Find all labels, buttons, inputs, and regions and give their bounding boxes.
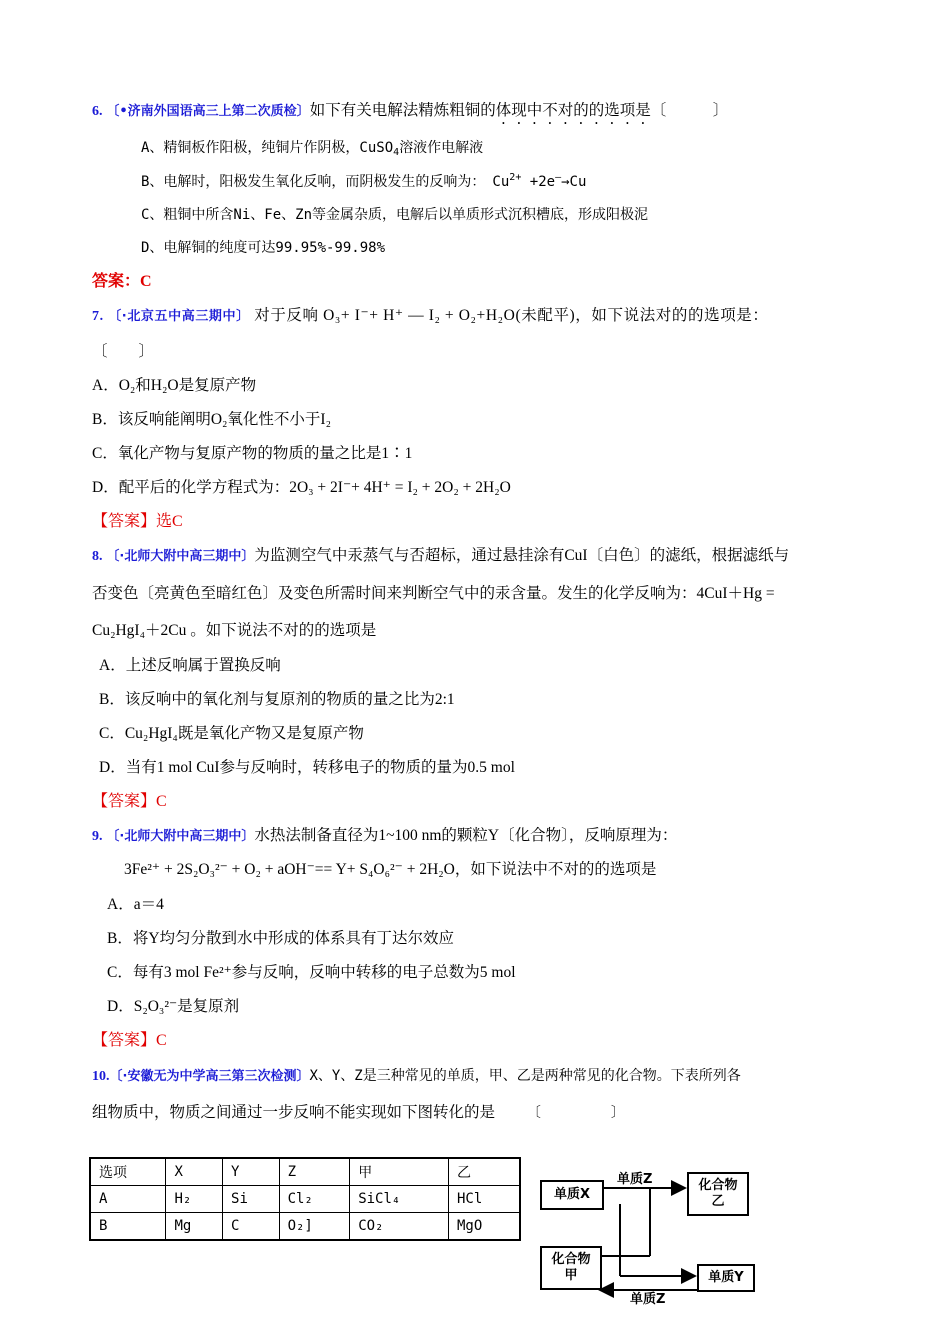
table-header-row [90, 1158, 520, 1186]
q8-option-c: C．Cu₂HgI₄既是氧化产物又是复原产物 [99, 725, 364, 742]
q6-option-a-text: A、精铜板作阳极，纯铜片作阴极，CuSO [141, 140, 394, 156]
q6-option-a-post: 溶液作电解液 [399, 140, 484, 156]
q7-answer [92, 512, 183, 532]
q6-option-a-sub: 4 [393, 147, 400, 158]
q10-options-table [89, 1157, 521, 1241]
q8-answer-value: C [156, 793, 167, 810]
q6-answer: 答案：C [92, 273, 152, 290]
q6-option-d: D、电解铜的纯度可达99.95%-99.98% [141, 240, 386, 256]
q9-answer [92, 1031, 167, 1051]
q6-option-b-post: +2e [521, 174, 556, 190]
q6-option-b-end: →Cu [561, 174, 587, 190]
q8-stem-line1 [92, 546, 789, 567]
q7-paren: 〔 〕 [92, 343, 155, 360]
q6-option-b [141, 172, 586, 192]
q6-stem-emphasis: 体现中不对的的选项是 [495, 102, 651, 119]
q8-answer-bracket: 【答案】 [92, 793, 157, 810]
q7-stem [92, 306, 769, 327]
q8-stem-line3: Cu₂HgI₄＋2Cu 。如下说法不对的的选项是 [92, 622, 377, 639]
q6-stem [92, 101, 728, 128]
table-header-cell: 选项 [90, 1158, 166, 1186]
table-cell: HCl [449, 1186, 521, 1213]
q9-option-b: B．将Y均匀分散到水中形成的体系具有丁达尔效应 [107, 930, 455, 947]
q8-source: 〔·北师大附中高三期中〕 [106, 549, 255, 564]
box-compound-jia-line2: 甲 [564, 1268, 578, 1283]
table-header-cell: Z [279, 1158, 350, 1186]
table-cell: H₂ [166, 1186, 223, 1213]
q9-option-c: C．每有3 mol Fe²⁺参与反响，反响中转移的电子总数为5 mol [107, 964, 516, 981]
q6-source: 〔•济南外国语高三上第二次质检〕 [106, 104, 310, 119]
box-element-x: 单质X [540, 1180, 604, 1210]
q8-stem-text: 为监测空气中汞蒸气与否超标，通过悬挂涂有CuI〔白色〕的滤纸，根据滤纸与 [254, 547, 790, 564]
q7-number: 7. [92, 309, 104, 324]
box-compound-yi-line1: 化合物 [698, 1178, 738, 1193]
table-cell: CO₂ [350, 1213, 449, 1241]
box-compound-yi-line2: 乙 [711, 1194, 725, 1209]
table-header-cell: X [166, 1158, 223, 1186]
q10-stem-text: X、Y、Z是三种常见的单质，甲、乙是两种常见的化合物。下表所列各 [309, 1068, 741, 1084]
table-cell: Mg [166, 1213, 223, 1241]
q7-answer-value: 选C [156, 513, 183, 530]
q6-stem-pre: 如下有关电解法精炼粗铜的 [309, 102, 496, 119]
table-header-cell: 乙 [449, 1158, 521, 1186]
q7-option-d: D．配平后的化学方程式为：2O₃ + 2I⁻+ 4H⁺ = I₂ + 2O₂ + 2H₂O [92, 479, 511, 496]
q6-option-b-sup: 2+ [509, 172, 522, 183]
q8-option-a: A．上述反响属于置换反响 [99, 657, 281, 674]
q9-answer-value: C [156, 1032, 167, 1049]
table-cell: O₂] [279, 1213, 350, 1241]
q9-stem-text: 水热法制备直径为1~100 nm的颗粒Y〔化合物〕，反响原理为： [254, 827, 678, 844]
q10-stem-line2 [92, 1103, 625, 1123]
table-header-cell: Y [223, 1158, 280, 1186]
table-cell: B [90, 1213, 166, 1241]
table-row [90, 1186, 520, 1213]
q10-stem-line1 [92, 1066, 741, 1087]
table-cell: Si [223, 1186, 280, 1213]
table-cell: MgO [449, 1213, 521, 1241]
table-cell: C [223, 1213, 280, 1241]
q6-number: 6. [92, 104, 103, 119]
q8-stem-line2: 否变色〔亮黄色至暗红色〕及变色所需时间来判断空气中的汞含量。发生的化学反响为：4CuI＋Hg = [92, 585, 775, 602]
q7-answer-bracket: 【答案】 [92, 513, 157, 530]
box-element-y: 单质Y [697, 1264, 755, 1292]
q7-option-b: B．该反响能阐明O₂氧化性不小于I₂ [92, 411, 332, 428]
q9-answer-bracket: 【答案】 [92, 1032, 157, 1049]
table-header-cell: 甲 [350, 1158, 449, 1186]
q10-stem-text-2: 组物质中，物质之间通过一步反响不能实现如下图转化的是 [92, 1104, 496, 1121]
q9-stem-line1 [92, 826, 677, 847]
q8-number: 8. [92, 549, 103, 564]
box-compound-jia [540, 1246, 602, 1290]
q10-number: 10. [92, 1069, 110, 1084]
q9-option-d: D．S₂O₃²⁻是复原剂 [107, 998, 240, 1015]
q8-option-d: D．当有1 mol CuI参与反响时，转移电子的物质的量为0.5 mol [99, 759, 515, 776]
table-row [90, 1213, 520, 1241]
q6-option-a [141, 138, 483, 158]
q10-paren: 〔 〕 [526, 1105, 625, 1121]
q8-answer [92, 792, 167, 812]
table-cell: Cl₂ [279, 1186, 350, 1213]
table-cell: SiCl₄ [350, 1186, 449, 1213]
q6-option-b-sup2: — [555, 172, 562, 183]
q8-option-b: B．该反响中的氧化剂与复原剂的物质的量之比为2:1 [99, 691, 455, 708]
q7-stem-text: 对于反响 O₃+ I⁻+ H⁺ — I₂ + O₂+H₂O(未配平)，如下说法对的的选项是： [254, 307, 769, 324]
table-cell: A [90, 1186, 166, 1213]
box-compound-jia-line1: 化合物 [551, 1252, 591, 1267]
q7-option-a: A．O₂和H₂O是复原产物 [92, 377, 257, 394]
q6-option-c: C、粗铜中所含Ni、Fe、Zn等金属杂质，电解后以单质形式沉积槽底，形成阳极泥 [141, 207, 648, 223]
q10-source: 〔·安徽无为中学高三第三次检测〕 [109, 1069, 310, 1084]
q7-source: 〔·北京五中高三期中〕 [108, 309, 250, 324]
q10-transformation-diagram [535, 1168, 755, 1338]
q9-number: 9. [92, 829, 103, 844]
q9-option-a: A．a＝4 [107, 896, 164, 913]
label-top-element-z: 单质Z [617, 1172, 653, 1187]
q9-source: 〔·北师大附中高三期中〕 [106, 829, 255, 844]
label-bottom-element-z: 单质Z [630, 1292, 666, 1307]
q6-stem-paren: 〔 〕 [650, 102, 729, 119]
q6-option-b-text: B、电解时，阳极发生氧化反响，而阴极发生的反响为： Cu [141, 174, 510, 190]
q7-option-c: C．氧化产物与复原产物的物质的量之比是1∶1 [92, 445, 413, 462]
box-compound-yi [687, 1172, 749, 1216]
q9-stem-line2: 3Fe²⁺ + 2S₂O₃²⁻ + O₂ + aOH⁻== Y+ S₄O₆²⁻ + 2H₂O，如下说法中不对的的选项是 [124, 861, 657, 878]
